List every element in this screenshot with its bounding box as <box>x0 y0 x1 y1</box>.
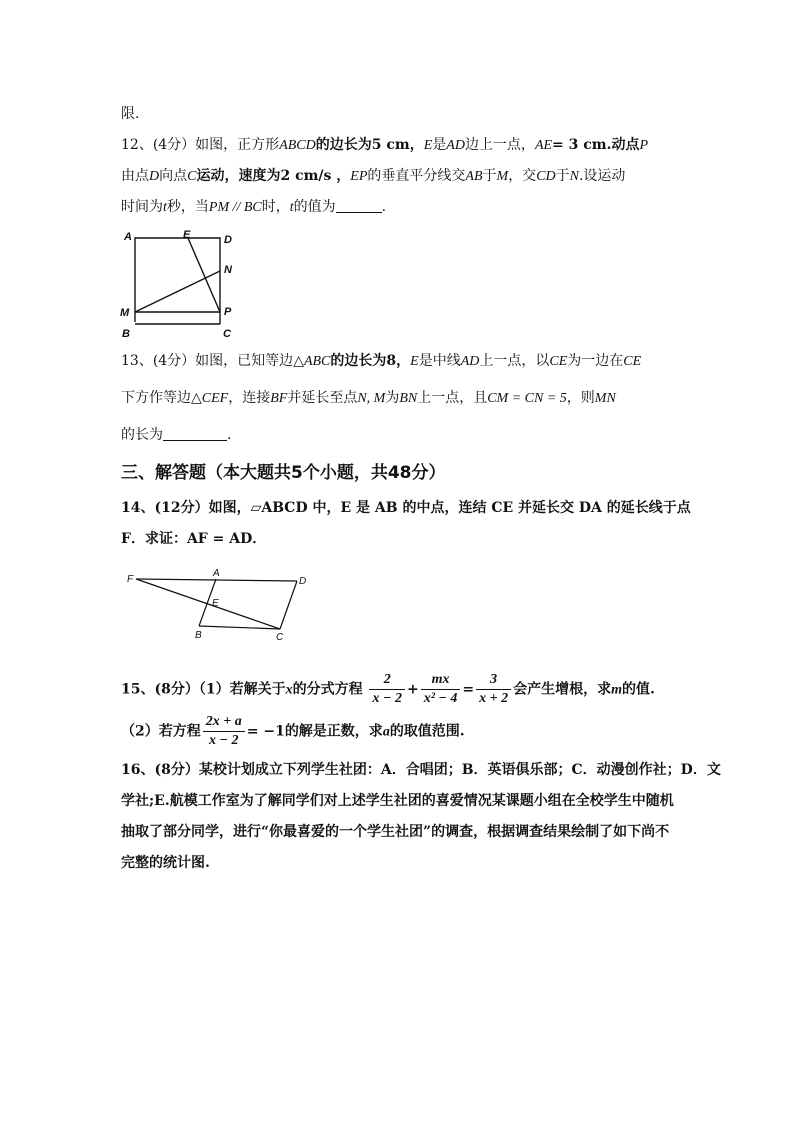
label-c: C <box>276 632 284 643</box>
fraction-2x-plus-a-over-x-minus-2: $\frac{2x + a}{x - 2}$ <box>203 713 245 750</box>
q16-line-1: 16、(8分）某校计划成立下列学生社团：A．合唱团；B．英语俱乐部；C．动漫创作社；D．文 <box>121 762 721 778</box>
q14-parallelogram-figure <box>122 566 322 646</box>
q13-answer-blank <box>163 426 227 441</box>
q14-line-2: F．求证：AF = AD． <box>121 531 267 547</box>
q16-line-3: 抽取了部分同学，进行“你最喜爱的一个学生社团”的调查，根据调查结果绘制了如下尚不 <box>121 824 670 840</box>
label-b: B <box>195 630 202 641</box>
q15-part-1: 15、(8分）（1）若解关于x的分式方程 $\frac{2}{x - 2}$ + $\frac{mx}{\text{x² − 4}}$ = $\frac{3}{x + 2}$ 会产生增根，求m的值. <box>121 672 655 706</box>
label-b: B <box>122 328 130 340</box>
q12-answer-blank <box>336 198 382 213</box>
label-n: N <box>224 264 232 276</box>
q12-line-1: 12、(4分）如图，正方形ABCD的边长为5 cm，E是AD边上一点，AE= 3 cm.动点P <box>121 137 649 153</box>
side-cb <box>199 626 280 629</box>
q13-line-1: 13、(4分）如图，已知等边△ABC的边长为8，E是中线AD上一点，以CE为一边在CE <box>121 353 642 369</box>
segment-ep <box>188 238 220 312</box>
fraction-2-over-x-minus-2: $\frac{2}{x - 2}$ <box>369 671 404 708</box>
label-f: F <box>127 574 134 585</box>
q16-line-2: 学社;E.航模工作室为了解同学们对上述学生社团的喜爱情况某课题小组在全校学生中随机 <box>121 793 674 809</box>
q12-line-3: 时间为t秒，当PM // BC时，t的值为 . <box>121 199 387 215</box>
section-3-heading: 三、解答题（本大题共5个小题，共48分） <box>121 463 446 483</box>
q12-line-2: 由点D向点C运动，速度为2 cm/s ，EP的垂直平分线交AB于M，交CD于N.设运动 <box>121 168 626 184</box>
segment-mn <box>135 271 220 312</box>
label-e: E <box>212 598 219 609</box>
q16-line-4: 完整的统计图. <box>121 855 210 871</box>
label-d: D <box>299 576 307 587</box>
side-dc <box>280 581 297 629</box>
q15-part-2: （2）若方程 $\frac{2x + a}{x - 2}$ = −1的解是正数，求a的取值范围. <box>121 714 465 748</box>
label-m: M <box>120 307 130 319</box>
label-a: A <box>213 568 220 579</box>
previous-question-fragment: 限. <box>121 106 140 122</box>
fraction-3-over-x-plus-2: $\frac{3}{x + 2}$ <box>476 671 511 708</box>
q13-line-3: 的长为 . <box>121 427 232 443</box>
label-p: P <box>224 306 232 318</box>
q14-line-1: 14、(12分）如图，▱ABCD 中，E 是 AB 的中点，连结 CE 并延长交 DA 的延长线于点 <box>121 500 691 516</box>
label-e: E <box>183 229 191 241</box>
label-c: C <box>223 328 231 340</box>
fraction-mx-over-x2-minus-4: $\frac{mx}{\text{x² − 4}}$ <box>421 671 461 708</box>
label-d: D <box>224 234 232 246</box>
q12-square-figure <box>115 226 245 344</box>
label-a: A <box>124 231 132 243</box>
segment-fc <box>136 579 280 629</box>
q13-line-2: 下方作等边△CEF，连接BF并延长至点N, M为BN上一点，且CM = CN = 5，则MN <box>121 390 616 406</box>
